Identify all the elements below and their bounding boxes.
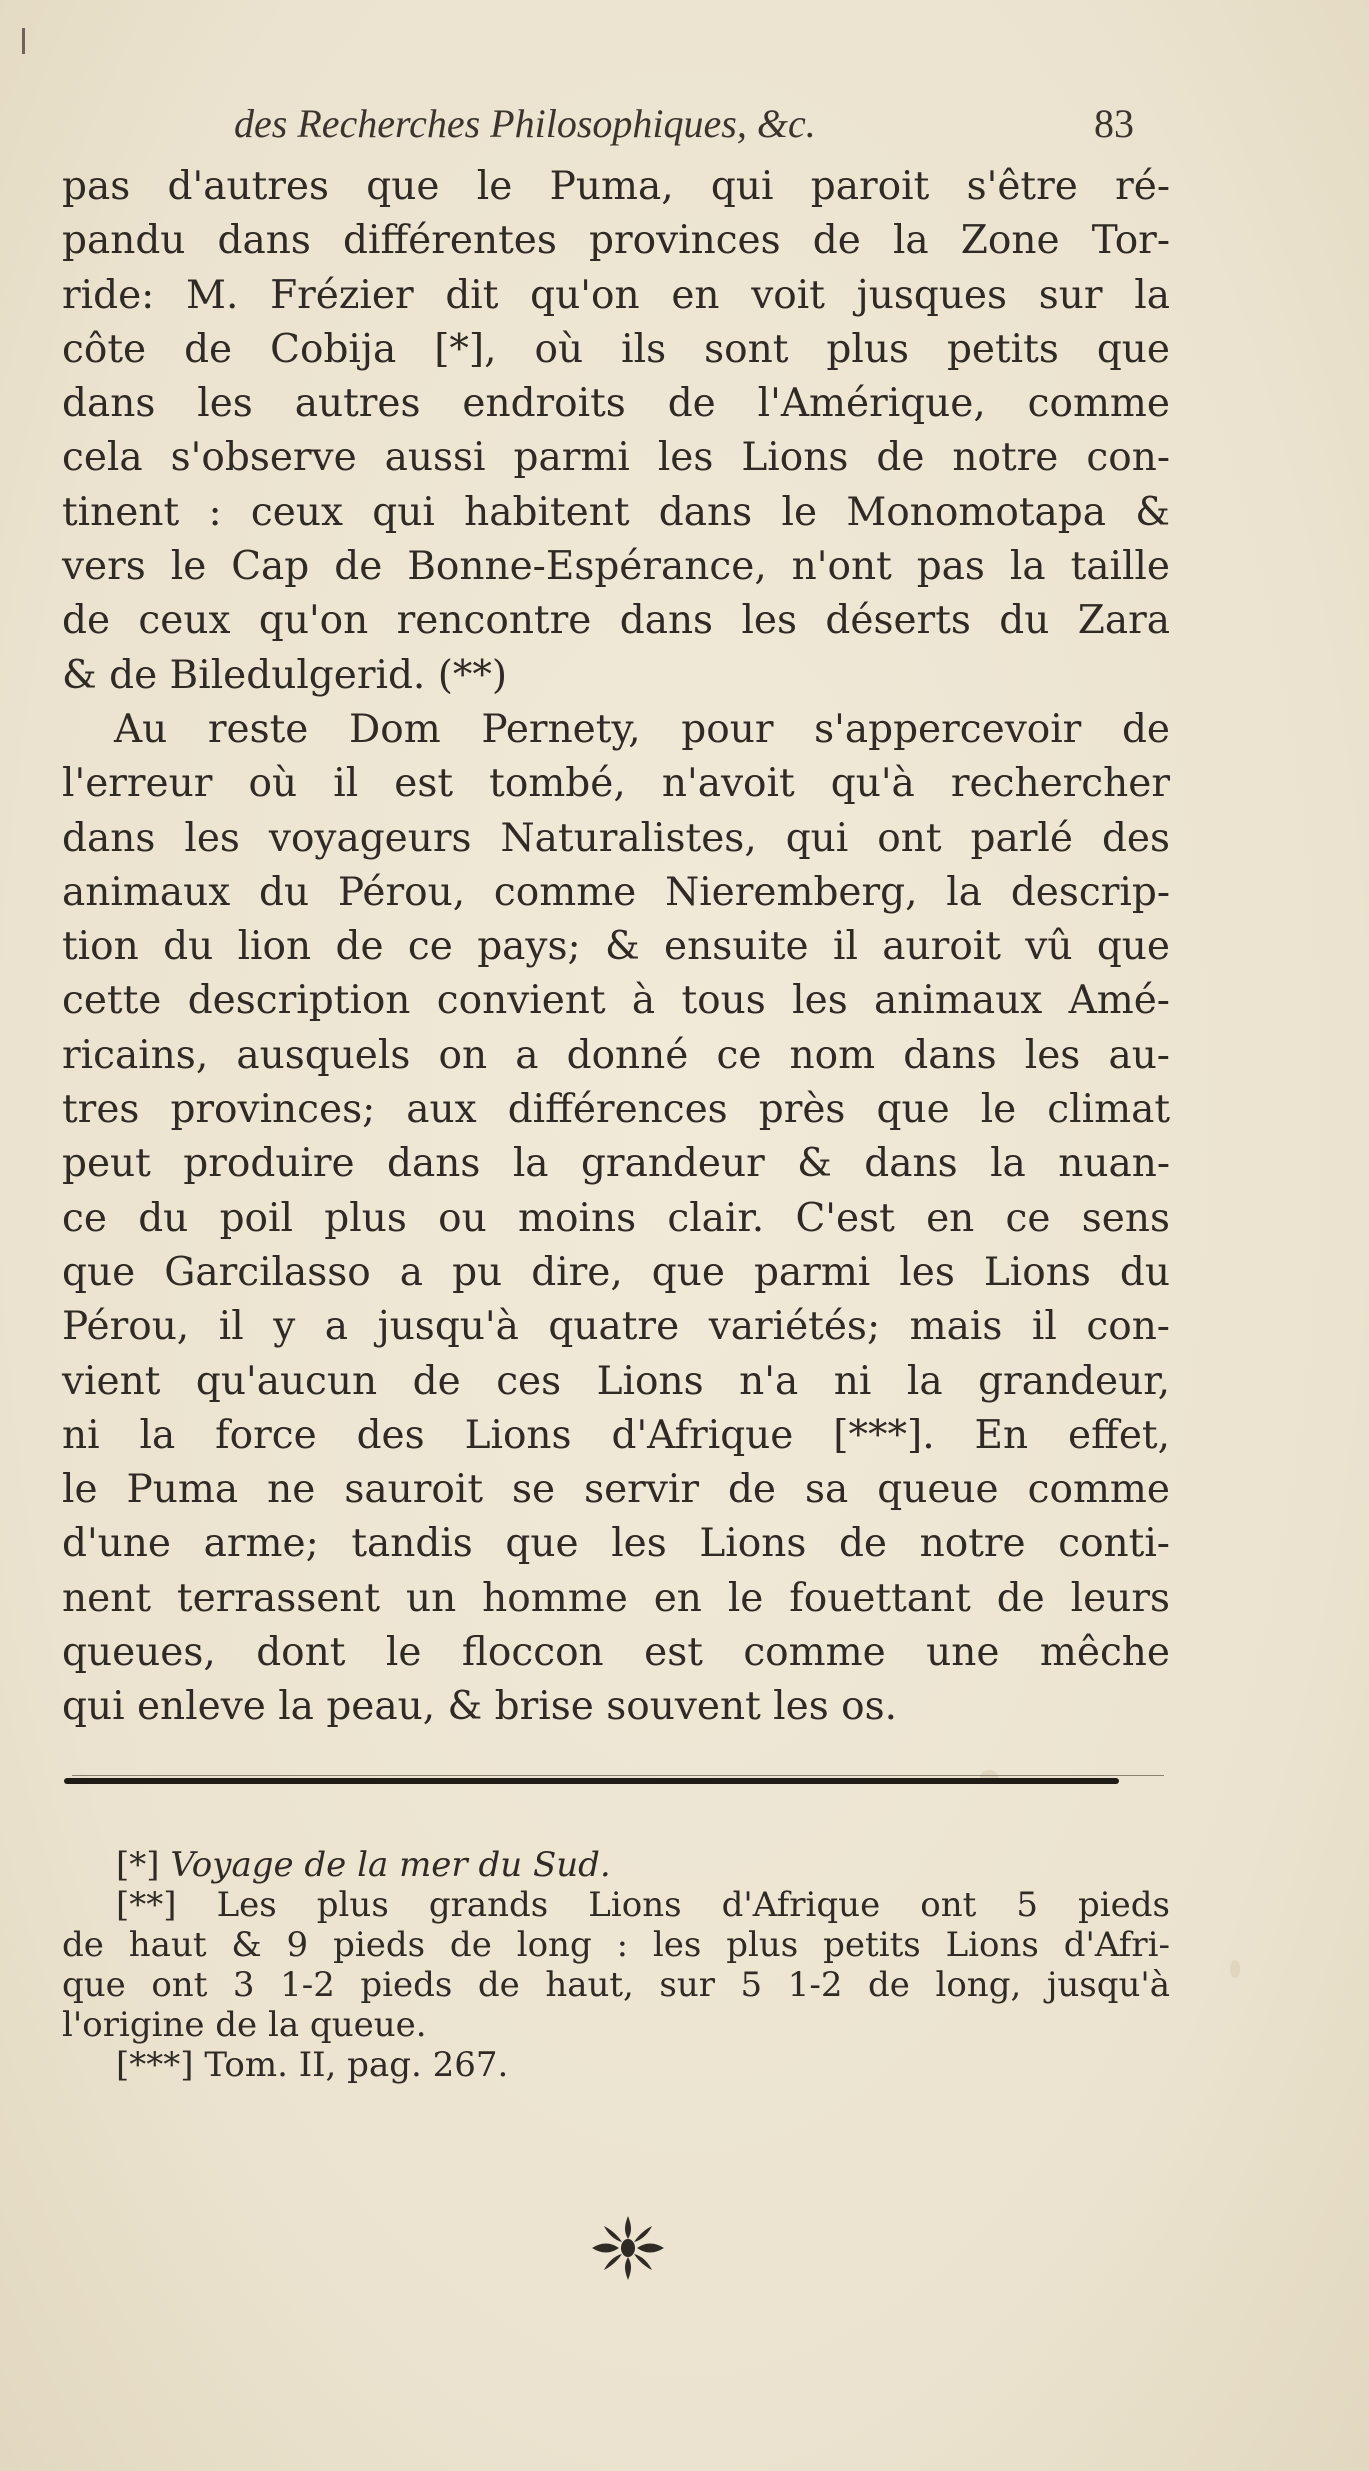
footnote-1 bbox=[62, 1845, 1170, 1885]
footnote-3: [***] Tom. II, pag. 267. bbox=[116, 2045, 509, 2085]
text-line: vers le Cap de Bonne-Espérance, n'ont pas la taille bbox=[62, 544, 1170, 590]
text-line: tres provinces; aux différences près que le climat bbox=[62, 1087, 1170, 1133]
separator-rule-thin bbox=[72, 1775, 1164, 1776]
running-header bbox=[234, 100, 1134, 160]
separator-rule bbox=[64, 1778, 1119, 1784]
page-edge-mark bbox=[22, 28, 25, 54]
fleuron-icon bbox=[586, 2212, 670, 2284]
running-head: des Recherches Philosophiques, &c. bbox=[234, 101, 816, 146]
text-line: de ceux qu'on rencontre dans les déserts du Zara bbox=[62, 598, 1170, 644]
text-line: cette description convient à tous les animaux Amé- bbox=[62, 978, 1170, 1024]
paper-spot bbox=[1230, 1960, 1240, 1978]
text-line: Pérou, il y a jusqu'à quatre variétés; mais il con- bbox=[62, 1304, 1170, 1350]
text-line: le Puma ne sauroit se servir de sa queue comme bbox=[62, 1467, 1170, 1513]
text-line: vient qu'aucun de ces Lions n'a ni la grandeur, bbox=[62, 1358, 1170, 1404]
text-line: d'une arme; tandis que les Lions de notre conti- bbox=[62, 1521, 1170, 1567]
text-line: côte de Cobija [*], où ils sont plus petits que bbox=[62, 326, 1170, 372]
text-line: tinent : ceux qui habitent dans le Monomotapa & bbox=[62, 489, 1170, 535]
footnote-mark: [*] bbox=[116, 1845, 160, 1885]
footnote-2-line: de haut & 9 pieds de long : les plus petits Lions d'Afri- bbox=[62, 1925, 1170, 1965]
text-line: ricains, ausquels on a donné ce nom dans les au- bbox=[62, 1032, 1170, 1078]
text-line: pandu dans différentes provinces de la Zone Tor- bbox=[62, 218, 1170, 264]
text-line: l'erreur où il est tombé, n'avoit qu'à rechercher bbox=[62, 761, 1170, 807]
main-text bbox=[62, 160, 1170, 1735]
text-line: ni la force des Lions d'Afrique [***]. En effet, bbox=[62, 1412, 1170, 1458]
text-line: & de Biledulgerid. (**) bbox=[62, 652, 508, 698]
text-line: animaux du Pérou, comme Nieremberg, la descrip- bbox=[62, 869, 1170, 915]
footnote-2-line: [**] Les plus grands Lions d'Afrique ont 5 pieds bbox=[116, 1885, 1170, 1925]
footnote-source: Voyage de la mer du Sud. bbox=[170, 1845, 611, 1885]
footnotes bbox=[62, 1845, 1170, 2085]
text-line: peut produire dans la grandeur & dans la nuan- bbox=[62, 1141, 1170, 1187]
text-line: tion du lion de ce pays; & ensuite il auroit vû que bbox=[62, 924, 1170, 970]
text-line: queues, dont le floccon est comme une mêche bbox=[62, 1630, 1170, 1676]
text-line: cela s'observe aussi parmi les Lions de notre con- bbox=[62, 435, 1170, 481]
text-line: ride: M. Frézier dit qu'on en voit jusques sur la bbox=[62, 272, 1170, 318]
text-line: que Garcilasso a pu dire, que parmi les Lions du bbox=[62, 1249, 1170, 1295]
text-line: qui enleve la peau, & brise souvent les os. bbox=[62, 1684, 897, 1730]
text-line: dans les voyageurs Naturalistes, qui ont parlé des bbox=[62, 815, 1170, 861]
text-line: pas d'autres que le Puma, qui paroit s'être ré- bbox=[62, 164, 1170, 209]
text-line: dans les autres endroits de l'Amérique, comme bbox=[62, 381, 1170, 427]
paragraph-first-line: Au reste Dom Pernety, pour s'appercevoir de bbox=[114, 706, 1170, 752]
page-number: 83 bbox=[1094, 101, 1134, 146]
footnote-2-line: que ont 3 1-2 pieds de haut, sur 5 1-2 de long, jusqu'à bbox=[62, 1965, 1170, 2005]
footnote-2-line: l'origine de la queue. bbox=[62, 2005, 427, 2045]
text-line: nent terrassent un homme en le fouettant de leurs bbox=[62, 1575, 1170, 1621]
text-line: ce du poil plus ou moins clair. C'est en ce sens bbox=[62, 1195, 1170, 1241]
